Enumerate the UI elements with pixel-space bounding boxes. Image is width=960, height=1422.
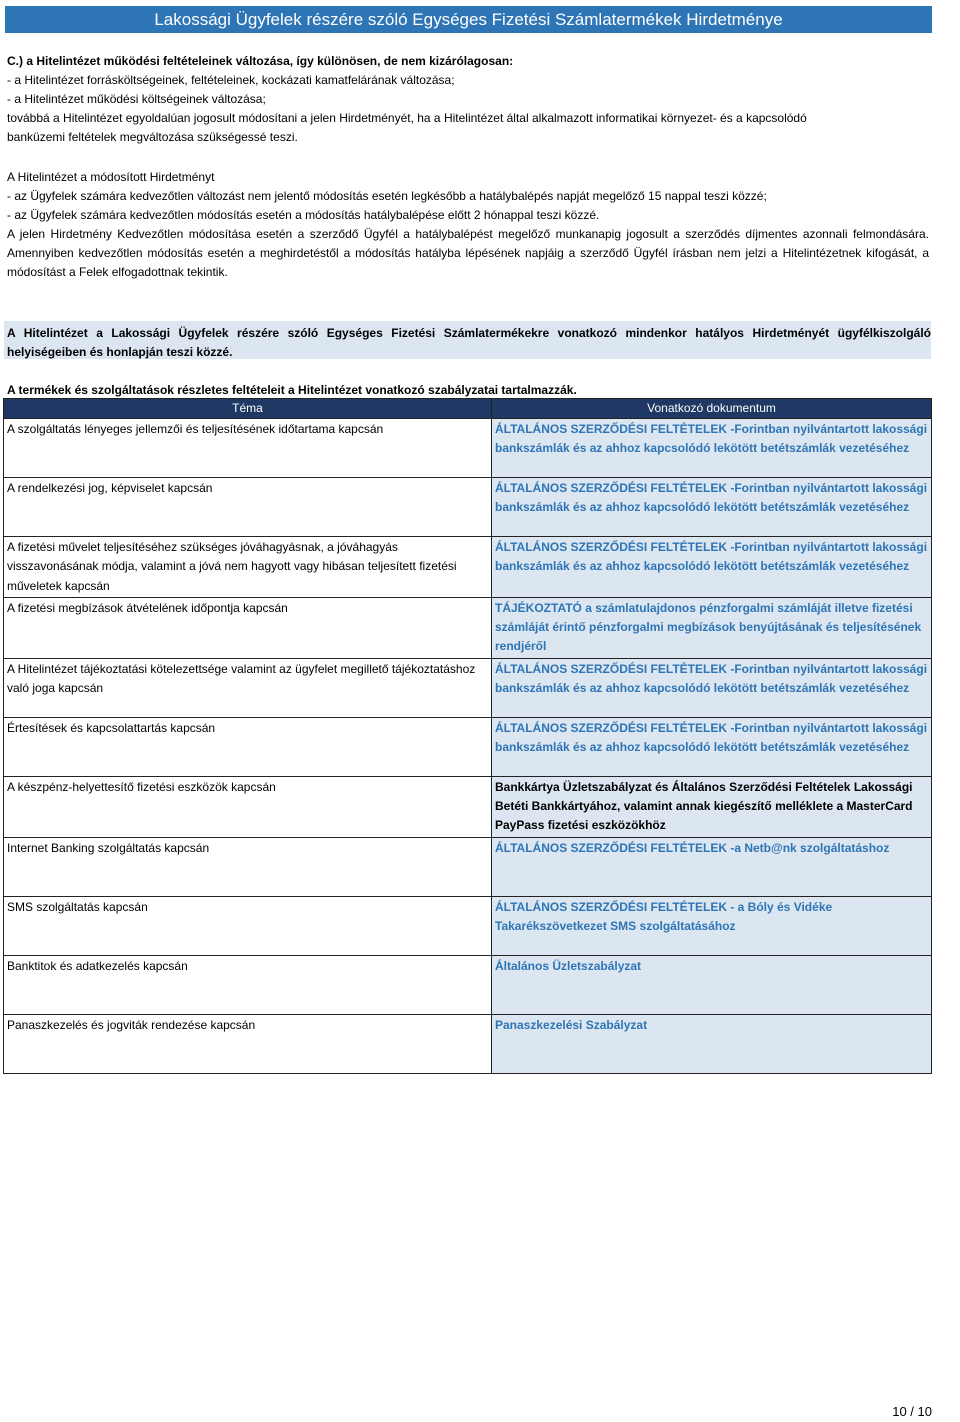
topic-cell: A készpénz-helyettesítő fizetési eszközök kapcsán <box>4 776 492 837</box>
table-row <box>4 537 932 598</box>
section-c-heading: C.) a Hitelintézet működési feltételeinek változása, így különösen, de nem kizárólagosan: <box>7 54 514 68</box>
table-row <box>4 658 932 717</box>
topic-cell: A Hitelintézet tájékoztatási kötelezettsége valamint az ügyfelet megillető tájékoztatáshoz való joga kapcsán <box>4 658 492 717</box>
document-link[interactable]: Bankkártya Üzletszabályzat és Általános Szerződési Feltételek Lakossági Betéti Bankkártyához, valamint annak kiegészítő melléklete a MasterCard PayPass fizetési eszközökhöz <box>492 776 932 837</box>
column-header-topic: Téma <box>4 399 492 419</box>
topic-cell: A fizetési művelet teljesítéséhez szükséges jóváhagyásnak, a jóváhagyás visszavonásának módja, valamint a jóvá nem hagyott vagy hibásan teljesített fizetési műveletek kapcsán <box>4 537 492 598</box>
table-row <box>4 419 932 478</box>
table-row <box>4 478 932 537</box>
modification-intro: A Hitelintézet a módosított Hirdetményt <box>7 170 215 184</box>
publication-notice: A Hitelintézet a Lakossági Ügyfelek részére szóló Egységes Fizetési Számlatermékekre vonatkozó mindenkor hatályos Hirdetményét ügyfélkiszolgáló helyiségeiben és honlapján teszi közzé. <box>4 321 931 359</box>
section-c-paragraph: továbbá a Hitelintézet egyoldalúan jogosult módosítani a jelen Hirdetményét, ha a Hitelintézet által alkalmazott informatikai környezet- és a kapcsolódó <box>7 111 807 125</box>
table-intro: A termékek és szolgáltatások részletes feltételeit a Hitelintézet vonatkozó szabályzatai tartalmazzák. <box>7 383 577 397</box>
topic-cell: Panaszkezelés és jogviták rendezése kapcsán <box>4 1014 492 1073</box>
table-row <box>4 837 932 896</box>
topic-cell: A fizetési megbízások átvételének időpontja kapcsán <box>4 597 492 658</box>
document-link[interactable]: Panaszkezelési Szabályzat <box>492 1014 932 1073</box>
document-link[interactable]: TÁJÉKOZTATÓ a számlatulajdonos pénzforgalmi számláját illetve fizetési számláját érintő pénzforgalmi megbízások benyújtásának és teljesítésének rendjéről <box>492 597 932 658</box>
document-link[interactable]: ÁLTALÁNOS SZERZŐDÉSI FELTÉTELEK -Forintban nyilvántartott lakossági bankszámlák és az ahhoz kapcsolódó lekötött betétszámlák vezetéséhez <box>492 537 932 598</box>
document-link[interactable]: ÁLTALÁNOS SZERZŐDÉSI FELTÉTELEK -Forintban nyilvántartott lakossági bankszámlák és az ahhoz kapcsolódó lekötött betétszámlák vezetéséhez <box>492 717 932 776</box>
table-row <box>4 955 932 1014</box>
modification-section <box>7 168 929 282</box>
documents-table <box>3 398 932 1074</box>
document-link[interactable]: ÁLTALÁNOS SZERZŐDÉSI FELTÉTELEK -a Netb@nk szolgáltatáshoz <box>492 837 932 896</box>
table-row <box>4 776 932 837</box>
modification-item: - az Ügyfelek számára kedvezőtlen módosítás esetén a módosítás hatálybalépése előtt 2 hónappal teszi közzé. <box>7 208 600 222</box>
column-header-document: Vonatkozó dokumentum <box>492 399 932 419</box>
section-c <box>7 52 929 147</box>
page-number: 10 / 10 <box>892 1404 932 1419</box>
topic-cell: Értesítések és kapcsolattartás kapcsán <box>4 717 492 776</box>
section-c-paragraph-end: banküzemi feltételek megváltozása szükségessé teszi. <box>7 130 298 144</box>
topic-cell: A szolgáltatás lényeges jellemzői és teljesítésének időtartama kapcsán <box>4 419 492 478</box>
page-header-title: Lakossági Ügyfelek részére szóló Egységes Fizetési Számlatermékek Hirdetménye <box>5 6 932 33</box>
modification-item: - az Ügyfelek számára kedvezőtlen változást nem jelentő módosítás esetén legkésőbb a hatálybalépés napját megelőző 15 nappal teszi közzé; <box>7 189 767 203</box>
table-header-row <box>4 399 932 419</box>
document-link[interactable]: ÁLTALÁNOS SZERZŐDÉSI FELTÉTELEK -Forintban nyilvántartott lakossági bankszámlák és az ahhoz kapcsolódó lekötött betétszámlák vezetéséhez <box>492 658 932 717</box>
table-row <box>4 597 932 658</box>
document-link[interactable]: ÁLTALÁNOS SZERZŐDÉSI FELTÉTELEK -Forintban nyilvántartott lakossági bankszámlák és az ahhoz kapcsolódó lekötött betétszámlák vezetéséhez <box>492 478 932 537</box>
topic-cell: Internet Banking szolgáltatás kapcsán <box>4 837 492 896</box>
section-c-item: - a Hitelintézet működési költségeinek változása; <box>7 92 266 106</box>
section-c-item: - a Hitelintézet forrásköltségeinek, feltételeinek, kockázati kamatfelárának változása; <box>7 73 455 87</box>
document-link[interactable]: ÁLTALÁNOS SZERZŐDÉSI FELTÉTELEK -Forintban nyilvántartott lakossági bankszámlák és az ahhoz kapcsolódó lekötött betétszámlák vezetéséhez <box>492 419 932 478</box>
modification-paragraph: A jelen Hirdetmény Kedvezőtlen módosítása esetén a szerződő Ügyfél a hatálybalépést megelőző munkanapig jogosult a szerződés díjmentes azonnali felmondására. Amennyiben kedvezőtlen módosítás esetén a meghirdetéstől a módosítás hatályba lépésének napjáig a szerződő Ügyfél írásban nem jelzi a Hitelintézetnek kifogását, a módosítást a Felek elfogadottnak tekintik. <box>7 227 929 279</box>
table-row <box>4 896 932 955</box>
topic-cell: Banktitok és adatkezelés kapcsán <box>4 955 492 1014</box>
document-link[interactable]: Általános Üzletszabályzat <box>492 955 932 1014</box>
table-row <box>4 717 932 776</box>
topic-cell: A rendelkezési jog, képviselet kapcsán <box>4 478 492 537</box>
topic-cell: SMS szolgáltatás kapcsán <box>4 896 492 955</box>
table-row <box>4 1014 932 1073</box>
document-link[interactable]: ÁLTALÁNOS SZERZŐDÉSI FELTÉTELEK - a Bóly és Vidéke Takarékszövetkezet SMS szolgáltatásához <box>492 896 932 955</box>
